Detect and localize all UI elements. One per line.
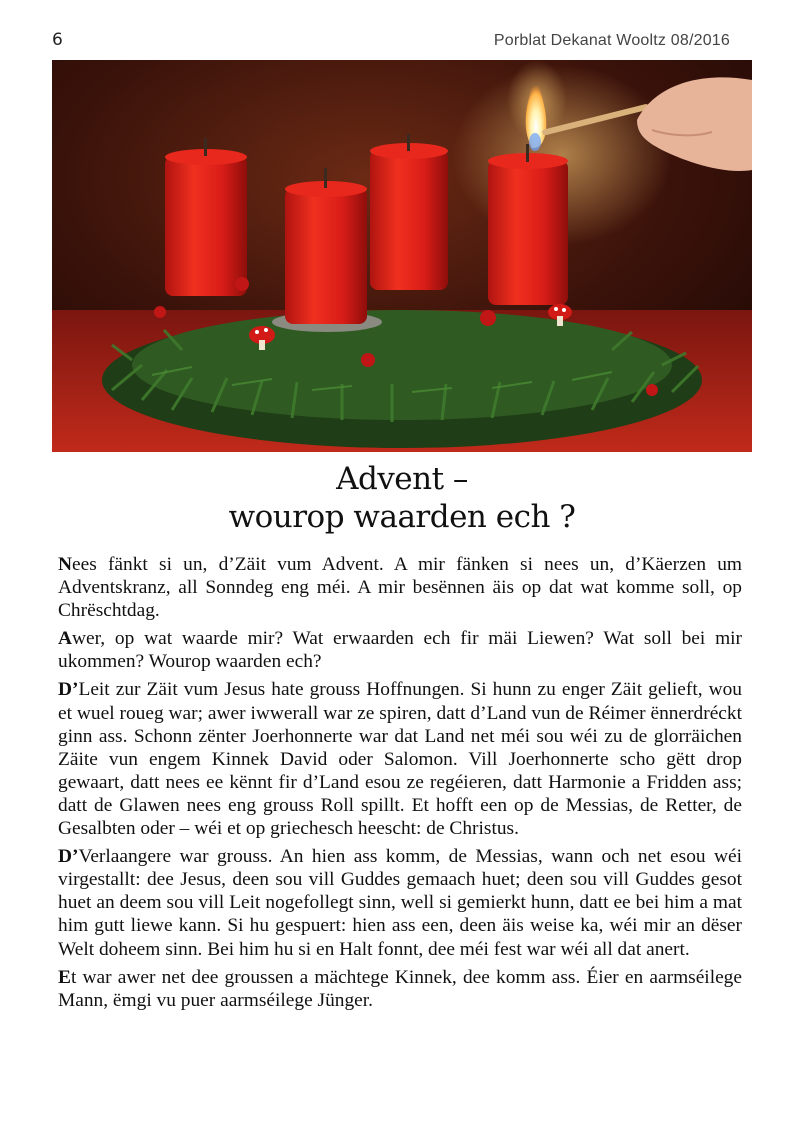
article-body bbox=[58, 553, 742, 1017]
paragraph-text: Leit zur Zäit vum Jesus hate grouss Hoffnungen. Si hunn zu enger Zäit gelieft, wou et wuel roueg war; awer iwwerall war ze spiren, datt d’Land vun de Réimer ënnerdréckt ginn ass. Schonn zënter Joerhonnerte war dat Land net méi sou wéi zu de glorräichen Zäite vun engem Kinnek David oder Salomon. Vill Joerhonnerte scho gëtt drop gewaart, datt nees ee kënnt fir d’Land esou ze regéieren, datt Harmonie a Fridden ass; datt de Glawen nees eng grouss Roll spillt. Et hofft een op de Messias, de Retter, de Gesalbten oder – wéi et op griechesch heescht: de Christus. bbox=[58, 679, 742, 840]
paragraph bbox=[58, 845, 742, 960]
running-header: Porblat Dekanat Wooltz 08/2016 bbox=[493, 32, 730, 49]
advent-wreath-photo bbox=[52, 60, 752, 452]
title-line-2: wourop waarden ech ? bbox=[228, 499, 576, 535]
paragraph-initial: A bbox=[58, 628, 73, 650]
paragraph bbox=[58, 678, 742, 840]
paragraph-initial: D’ bbox=[58, 679, 79, 701]
paragraph bbox=[58, 966, 742, 1012]
paragraph-text: ees fänkt si un, d’Zäit vum Advent. A mir fänken si nees un, d’Käerzen um Adventskranz, all Sonndeg eng méi. A mir besënnen äis op dat wat komme soll, op Chrëschtdag. bbox=[58, 554, 742, 622]
article-title bbox=[52, 460, 752, 536]
title-line-1: Advent – bbox=[336, 461, 468, 497]
paragraph-initial: N bbox=[58, 554, 73, 575]
paragraph-text: Verlaangere war grouss. An hien ass komm, de Messias, wann och net esou wéi virgestallt: dee Jesus, deen sou vill Guddes gemaach huet; deen sou vill Guddes gesot huet an deem sou vill Leit nogefollegt sinn, well si gemierkt hunn, datt ee bei him a mat him gutt liewe kann. Si hu gespuert: hien ass een, deen äis weise ka, wéi mir an dëser Welt doheem sinn. Bei him hu si en Halt fonnt, dee méi fest war wéi all dat anert. bbox=[58, 846, 742, 960]
page-number: 6 bbox=[52, 30, 63, 50]
paragraph-text: t war awer net dee groussen a mächtege Kinnek, dee komm ass. Éier en aarmséilege Mann, ëmgi vu puer aarmséilege Jünger. bbox=[58, 966, 742, 1011]
paragraph-initial: D’ bbox=[58, 846, 79, 868]
paragraph bbox=[58, 553, 742, 622]
paragraph-initial: E bbox=[58, 966, 71, 988]
paragraph bbox=[58, 627, 742, 673]
paragraph-text: wer, op wat waarde mir? Wat erwaarden ech fir mäi Liewen? Wat soll bei mir ukommen? Wourop waarden ech? bbox=[58, 628, 742, 673]
